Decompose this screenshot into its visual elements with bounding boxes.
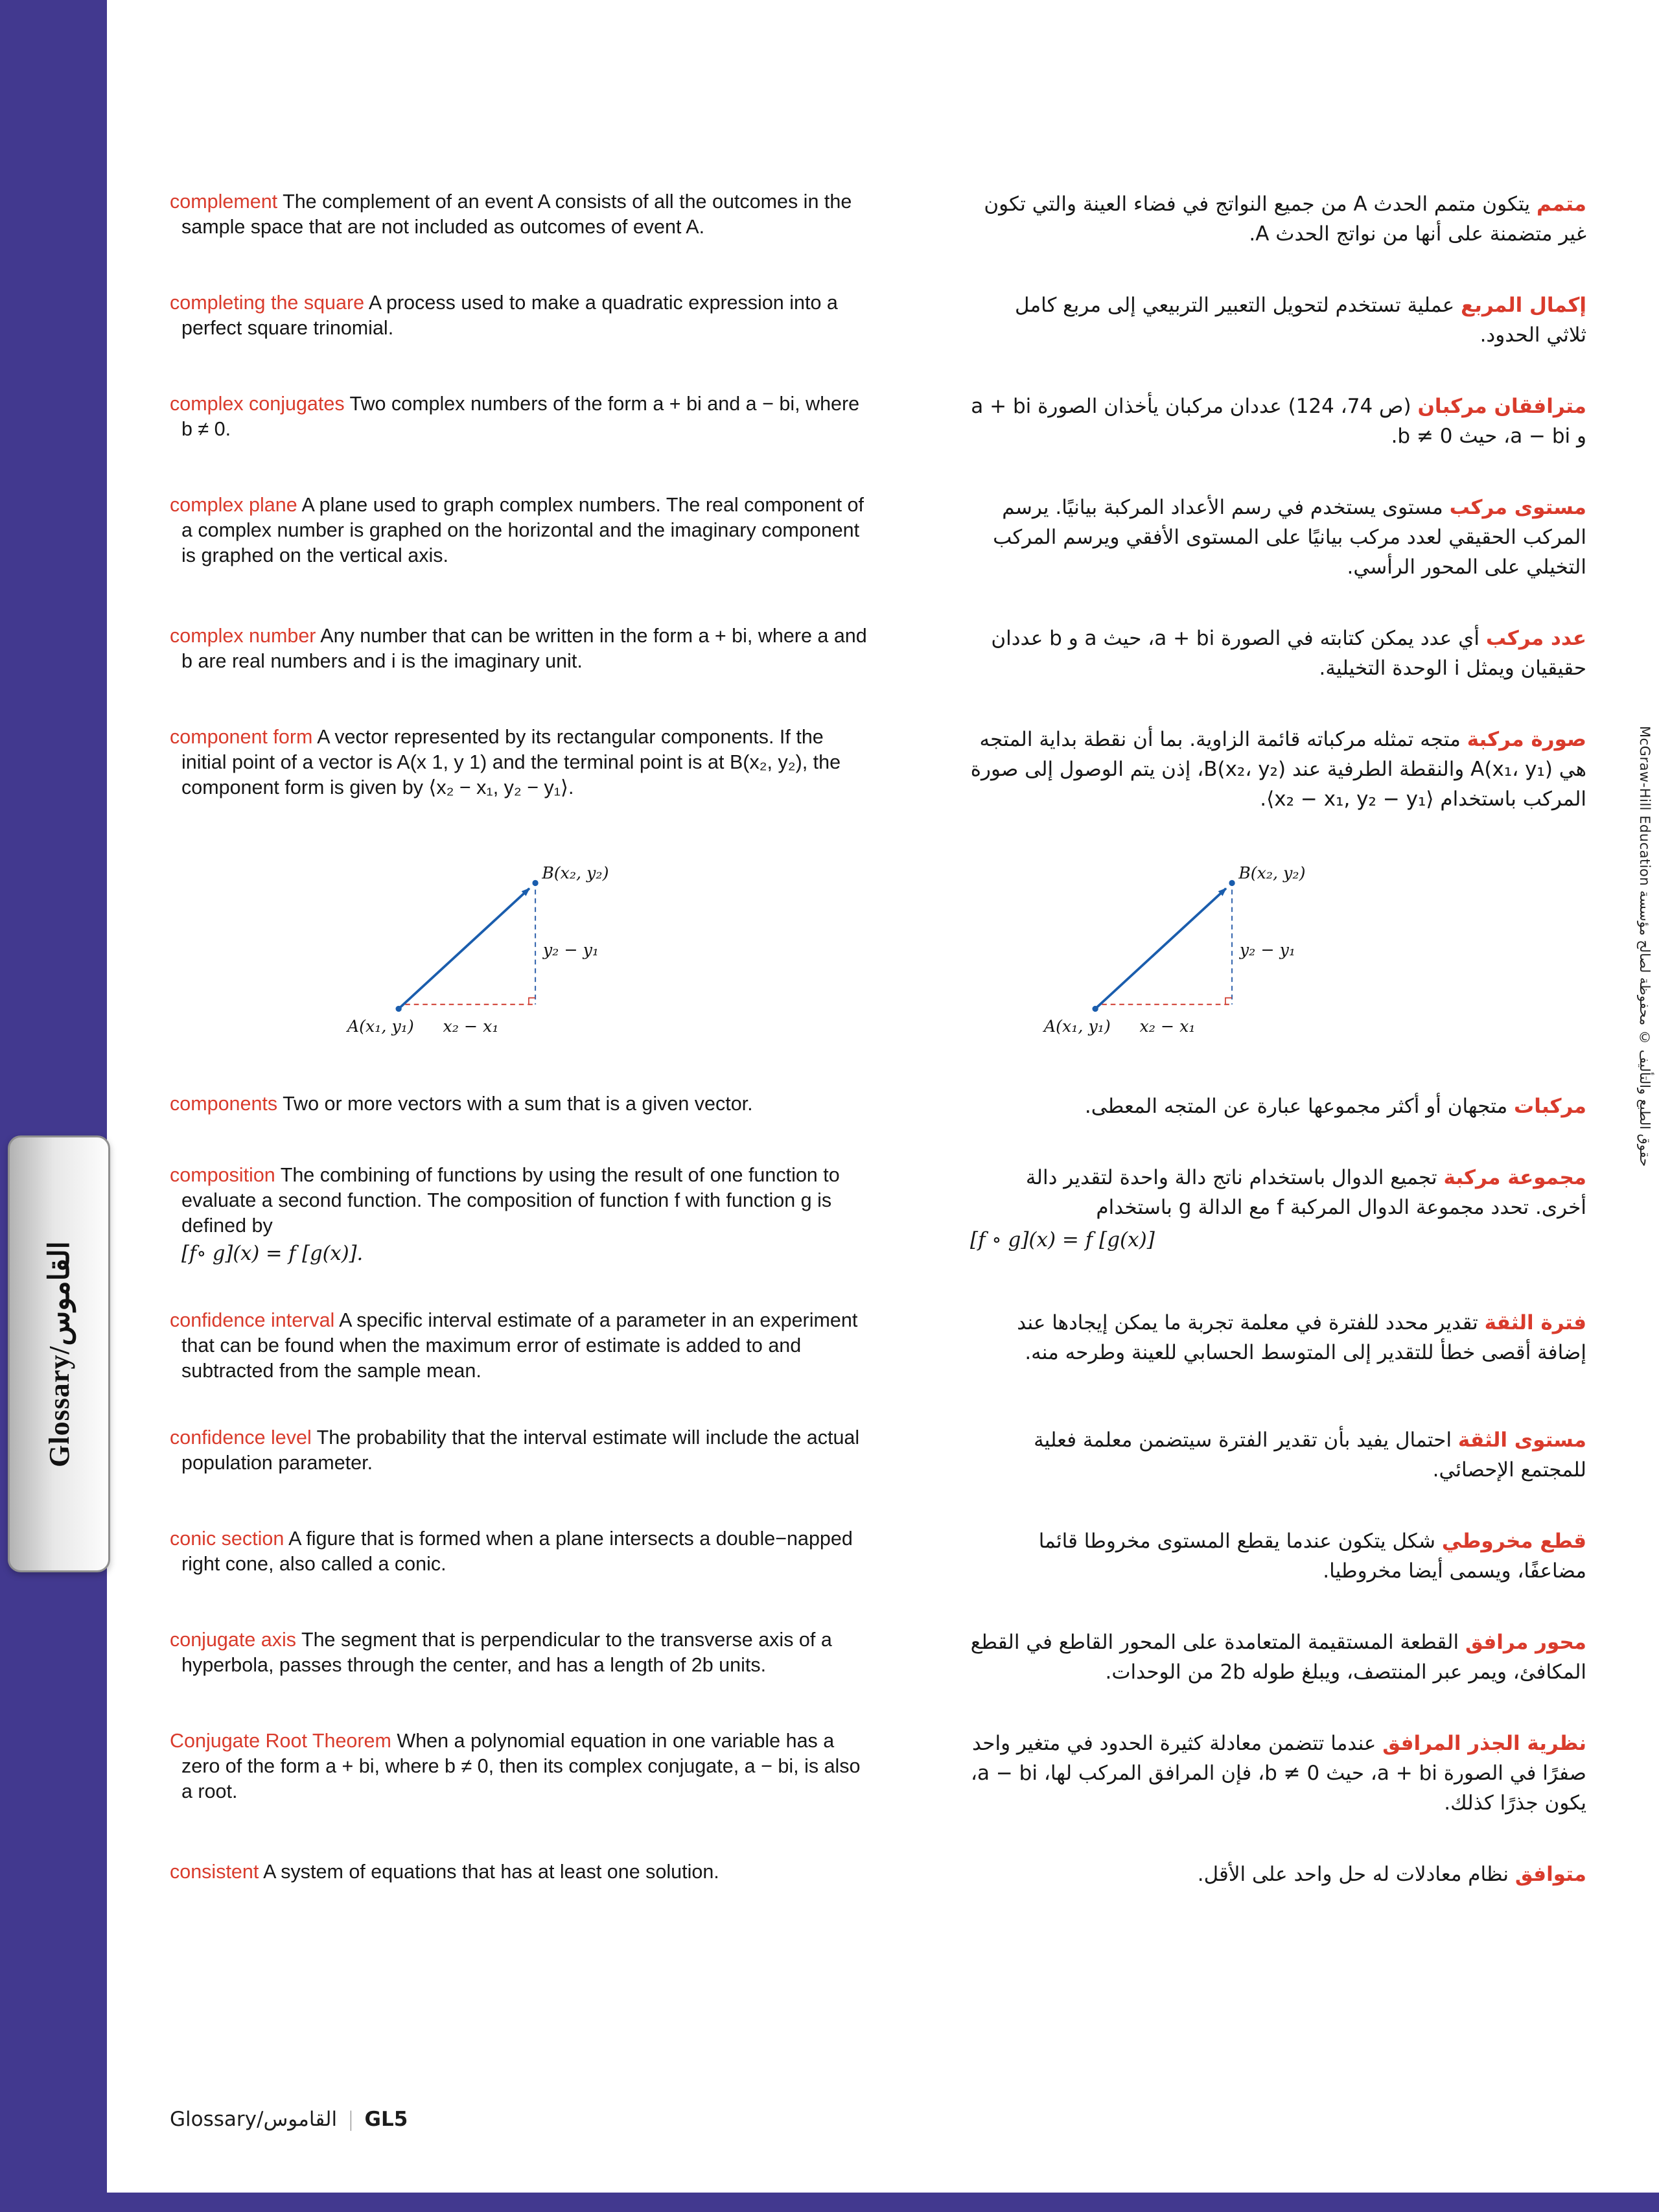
entry-component-form-ar [970, 725, 1586, 814]
definition-text-ar: عندما تتضمن معادلة كثيرة الحدود في متغير واحد صفرًا في الصورة a + bi، حيث b ≠ 0، فإن المرافق المركب لها، a − bi، يكون جذرًا كذلك. [970, 1732, 1586, 1815]
definition-text: Any number that can be written in the form a + bi, where a and b are real numbers and i is the imaginary unit. [181, 625, 867, 672]
definition-text-ar: عملية تستخدم لتحويل التعبير التربيعي إلى مربع كامل ثلاثي الحدود. [1015, 294, 1586, 347]
term-label: conic section [170, 1528, 284, 1550]
entry-complex-conjugates-ar [970, 391, 1586, 451]
glossary-content [170, 189, 1586, 1931]
point-a-label: A(x₁, y₁) [1043, 1016, 1111, 1036]
entry-complex-plane-en [170, 493, 870, 582]
term-label: complex number [170, 625, 316, 647]
dy-label: y₂ − y₁ [1239, 940, 1296, 959]
definition-text: The probability that the interval estimate will include the actual population parameter. [181, 1426, 860, 1474]
glossary-row [170, 1859, 1586, 1889]
composition-formula: [f∘ g](x) = f [g(x)]. [181, 1242, 364, 1265]
term-label-ar: مستوى مركب [1449, 496, 1586, 519]
side-tab-label: Glossary/القاموس [43, 1240, 75, 1467]
definition-text-ar: احتمال يفيد بأن تقدير الفترة سيتضمن معلمة فعلية للمجتمع الإحصائي. [1034, 1428, 1586, 1482]
glossary-row [170, 189, 1586, 249]
entry-composition-ar [970, 1163, 1586, 1266]
page-footer [170, 2108, 408, 2131]
point-b-label: B(x₂, y₂) [1238, 863, 1306, 883]
term-label-ar: قطع مخروطي [1441, 1530, 1586, 1553]
term-label-ar: متمم [1537, 192, 1586, 216]
term-label: complement [170, 191, 278, 213]
glossary-row [170, 1308, 1586, 1384]
vector-arrow [399, 889, 529, 1009]
glossary-row [170, 1163, 1586, 1266]
definition-text: The complement of an event A consists of all the outcomes in the sample space that are not included as outcomes of event A. [181, 191, 852, 238]
definition-text: A plane used to graph complex numbers. The real component of a complex number is graphed on the horizontal and the imaginary component is graphed on the vertical axis. [181, 494, 864, 566]
glossary-row [170, 725, 1586, 814]
term-label: confidence level [170, 1426, 312, 1449]
glossary-row [170, 1627, 1586, 1687]
entry-confidence-interval-ar [970, 1308, 1586, 1384]
glossary-row [170, 1425, 1586, 1485]
definition-text-ar: القطعة المستقيمة المتعامدة على المحور القاطع في القطع المكافئ، ويمر عبر المنتصف، ويبلغ طوله 2b من الوحدات. [970, 1631, 1586, 1684]
composition-formula-ar: [f ∘ g](x) = f [g(x)] [970, 1228, 1155, 1252]
entry-conjugate-axis-en [170, 1627, 870, 1687]
term-label-ar: عدد مركب [1485, 627, 1586, 650]
term-label: completing the square [170, 292, 365, 314]
vector-diagram-left [322, 856, 672, 1040]
dy-label: y₂ − y₁ [542, 940, 599, 959]
definition-text: A process used to make a quadratic expression into a perfect square trinomial. [181, 292, 838, 339]
term-label: component form [170, 726, 313, 748]
bottom-band [0, 2193, 1659, 2212]
entry-component-form-en [170, 725, 870, 814]
entry-confidence-level-en [170, 1425, 870, 1485]
definition-text: A vector represented by its rectangular components. If the initial point of a vector is A(x 1, y 1) and the terminal point is at B(x₂, y₂), the component form is given by ⟨x₂ − x₁, y₂ − y₁⟩. [181, 726, 841, 798]
definition-text: A specific interval estimate of a parameter in an experiment that can be found when the maximum error of estimate is added to and subtracted from the sample mean. [181, 1309, 858, 1382]
glossary-side-tab [8, 1135, 110, 1572]
vector-diagram-left-cell [170, 856, 870, 1040]
footer-separator: | [347, 2108, 354, 2131]
term-label-ar: نظرية الجذر المرافق [1382, 1732, 1586, 1755]
entry-complex-number-en [170, 623, 870, 683]
footer-glossary-label: Glossary/القاموس [170, 2108, 338, 2131]
definition-text: Two or more vectors with a sum that is a given vector. [283, 1093, 753, 1115]
point-b-label: B(x₂, y₂) [542, 863, 609, 883]
term-label-ar: مركبات [1514, 1095, 1586, 1118]
term-label-ar: محور مرافق [1465, 1631, 1586, 1654]
point-a-label: A(x₁, y₁) [347, 1016, 414, 1036]
entry-components-ar [970, 1091, 1586, 1121]
term-label-ar: إكمال المربع [1461, 294, 1586, 317]
term-label: Conjugate Root Theorem [170, 1730, 391, 1752]
right-angle-marker [529, 998, 535, 1005]
definition-text: The combining of functions by using the result of one function to evaluate a second function. The composition of function f with function g is defined by [181, 1164, 840, 1237]
definition-text: A system of equations that has at least one solution. [263, 1861, 719, 1883]
definition-text: Two complex numbers of the form a + bi and a − bi, where b ≠ 0. [181, 393, 860, 440]
entry-confidence-level-ar [970, 1425, 1586, 1485]
entry-complement-ar [970, 189, 1586, 249]
term-label-ar: فترة الثقة [1484, 1311, 1586, 1334]
term-label: complex conjugates [170, 393, 345, 415]
glossary-row [170, 391, 1586, 451]
glossary-row [170, 1729, 1586, 1818]
glossary-row [170, 1091, 1586, 1121]
term-label: confidence interval [170, 1309, 335, 1331]
dx-label: x₂ − x₁ [1139, 1016, 1196, 1036]
definition-text: The segment that is perpendicular to the transverse axis of a hyperbola, passes through the center, and has a length of 2b units. [181, 1629, 832, 1676]
entry-conic-section-ar [970, 1526, 1586, 1586]
entry-complex-plane-ar [970, 493, 1586, 582]
point-a-dot [1092, 1006, 1098, 1012]
copyright-sidebar-text: حقوق الطبع والتأليف © محفوظة لصالح مؤسسة McGraw-Hill Education [1637, 725, 1653, 1167]
entry-confidence-interval-en [170, 1308, 870, 1384]
entry-complement-en [170, 189, 870, 249]
definition-text: When a polynomial equation in one variable has a zero of the form a + bi, where b ≠ 0, then its complex conjugate, a − bi, is also a root. [181, 1730, 861, 1802]
glossary-row [170, 290, 1586, 350]
entry-complex-conjugates-en [170, 391, 870, 451]
term-label-ar: صورة مركبة [1467, 728, 1586, 751]
definition-text-ar: (ص 74، 124) عددان مركبان يأخذان الصورة a + bi و a − bi، حيث b ≠ 0. [971, 395, 1586, 448]
vector-arrow [1095, 889, 1226, 1009]
definition-text: A figure that is formed when a plane intersects a double−napped right cone, also called a conic. [181, 1528, 853, 1575]
vector-diagram-right-cell [970, 856, 1586, 1040]
vector-diagrams-row [170, 856, 1586, 1040]
term-label-ar: مستوى الثقة [1457, 1428, 1586, 1452]
glossary-row [170, 623, 1586, 683]
glossary-row [170, 1526, 1586, 1586]
term-label: composition [170, 1164, 275, 1186]
vector-diagram-right [1019, 856, 1369, 1040]
definition-text-ar: نظام معادلات له حل واحد على الأقل. [1197, 1863, 1509, 1886]
term-label-ar: مترافقان مركبان [1417, 395, 1586, 418]
term-label: consistent [170, 1861, 259, 1883]
point-a-dot [395, 1006, 401, 1012]
entry-composition-en [170, 1163, 870, 1266]
dx-label: x₂ − x₁ [443, 1016, 499, 1036]
definition-text-ar: متجه تمثله مركباته قائمة الزاوية. بما أن نقطة بداية المتجه هي A(x₁، y₁) والنقطة الطرفية عند B(x₂، y₂)، إذن يتم الوصول إلى صورة المركب باستخدام ⟨x₂ − x₁, y₂ − y₁⟩. [970, 728, 1586, 811]
entry-complex-number-ar [970, 623, 1586, 683]
term-label-ar: مجموعة مركبة [1443, 1166, 1586, 1189]
term-label: complex plane [170, 494, 297, 516]
definition-text-ar: متجهان أو أكثر مجموعها عبارة عن المتجه المعطى. [1084, 1095, 1508, 1118]
entry-conjugate-root-theorem-ar [970, 1729, 1586, 1818]
definition-text-ar: تجميع الدوال باستخدام ناتج دالة واحدة لتقدير دالة أخرى. تحدد مجموعة الدوال المركبة f مع الدالة g باستخدام [1025, 1166, 1586, 1219]
entry-conic-section-en [170, 1526, 870, 1586]
point-b-dot [532, 880, 538, 886]
term-label: conjugate axis [170, 1629, 296, 1651]
glossary-row [170, 493, 1586, 582]
entry-conjugate-root-theorem-en [170, 1729, 870, 1818]
entry-components-en [170, 1091, 870, 1121]
definition-text-ar: مستوى يستخدم في رسم الأعداد المركبة بيانيًا. يرسم المركب الحقيقي لعدد مركب بيانيًا على المستوى الأفقي ويرسم المركب التخيلي على المحور الرأسي. [993, 496, 1586, 579]
entry-consistent-ar [970, 1859, 1586, 1889]
spine-band [0, 0, 107, 2212]
entry-completing-the-square-en [170, 290, 870, 350]
definition-text-ar: تقدير محدد للفترة في معلمة تجربة ما يمكن إيجادها عند إضافة أقصى خطأ للتقدير إلى المتوسط الحسابي للعينة وطرحه منه. [1017, 1311, 1586, 1364]
entry-consistent-en [170, 1859, 870, 1889]
entry-completing-the-square-ar [970, 290, 1586, 350]
definition-text-ar: شكل يتكون عندما يقطع المستوى مخروطا قائما مضاعفًا، ويسمى أيضا مخروطيا. [1038, 1530, 1586, 1583]
definition-text-ar: أي عدد يمكن كتابته في الصورة a + bi، حيث a و b عددان حقيقيان ويمثل i الوحدة التخيلية. [991, 627, 1586, 680]
term-label: components [170, 1093, 278, 1115]
definition-text-ar: يتكون متمم الحدث A من جميع النواتج في فضاء العينة والتي تكون غير متضمنة على أنها من نواتج الحدث A. [984, 192, 1586, 246]
right-angle-marker [1225, 998, 1232, 1005]
entry-conjugate-axis-ar [970, 1627, 1586, 1687]
term-label-ar: متوافق [1514, 1863, 1586, 1886]
point-b-dot [1229, 880, 1235, 886]
footer-page-number: GL5 [364, 2108, 408, 2131]
